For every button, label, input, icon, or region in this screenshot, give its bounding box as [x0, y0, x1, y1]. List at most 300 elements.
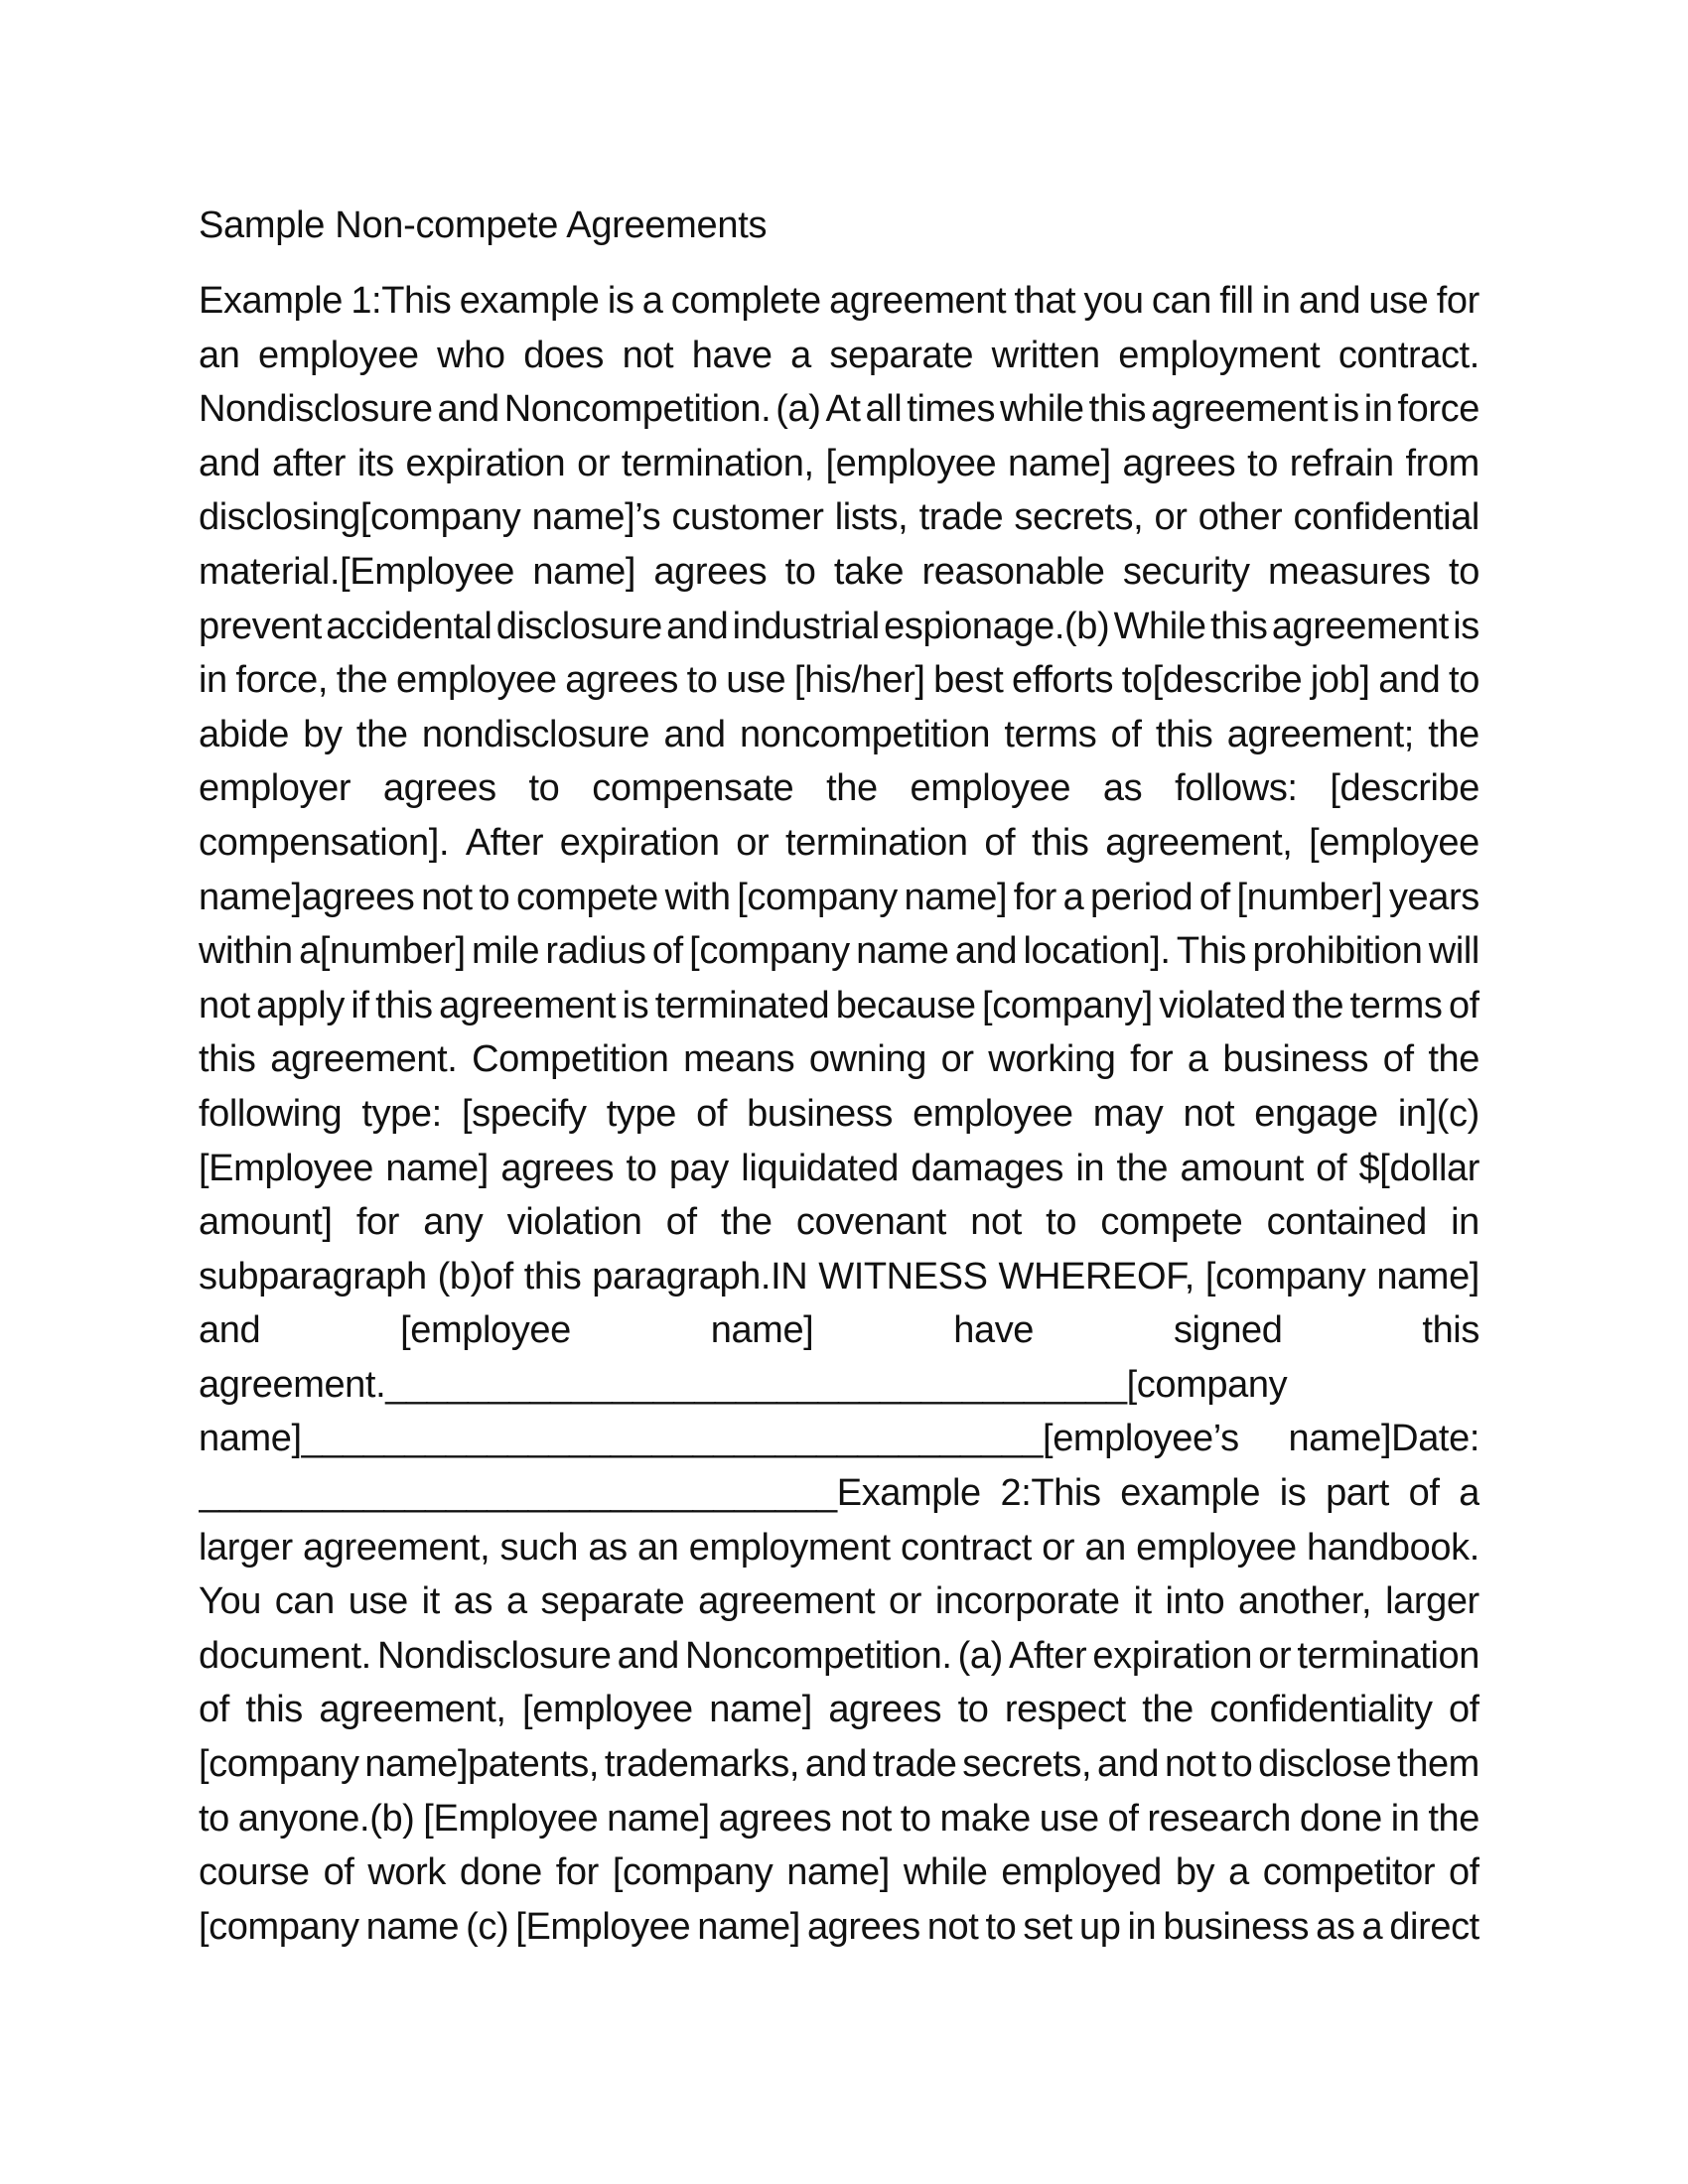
- document-word: employed: [1001, 1851, 1162, 1894]
- document-word: this: [1155, 713, 1213, 755]
- document-line: [199, 1900, 1479, 1955]
- document-word: for: [1130, 1038, 1174, 1081]
- document-word: termination: [1297, 1634, 1479, 1677]
- document-word: use: [726, 659, 786, 702]
- document-word: while: [1000, 388, 1084, 431]
- document-word: you: [1083, 280, 1144, 322]
- document-word: violation: [506, 1201, 642, 1244]
- document-word: agreement,: [319, 1689, 506, 1731]
- document-word: 1:This: [351, 280, 452, 322]
- document-word: employment: [688, 1526, 891, 1569]
- document-word: [Employee: [199, 1147, 373, 1189]
- document-word: as: [1316, 1905, 1355, 1948]
- document-word: another,: [1238, 1580, 1372, 1623]
- document-word: and: [1298, 280, 1361, 322]
- document-word: [Employee: [515, 1905, 691, 1948]
- document-word: [company: [737, 876, 898, 918]
- document-word: refrain: [1289, 442, 1394, 484]
- document-word: trade: [872, 1743, 957, 1786]
- document-word: make: [939, 1797, 1031, 1840]
- document-word: done: [1299, 1797, 1382, 1840]
- document-word: is: [1453, 605, 1479, 647]
- document-line: [199, 490, 1479, 545]
- document-word: prohibition: [1252, 930, 1423, 973]
- document-word: to: [199, 1797, 229, 1840]
- document-word: terms: [1004, 713, 1097, 755]
- document-word: compete: [1100, 1201, 1243, 1244]
- document-line: [199, 979, 1479, 1033]
- document-word: use: [1368, 280, 1429, 322]
- document-word: this: [245, 1689, 303, 1731]
- document-word: of: [1107, 1797, 1139, 1840]
- document-word: times: [907, 388, 996, 431]
- document-word: the: [1142, 1689, 1194, 1731]
- document-word: complete: [670, 280, 821, 322]
- document-word: example: [1120, 1472, 1261, 1515]
- document-word: radius: [545, 930, 646, 973]
- document-word: is: [1279, 1472, 1307, 1515]
- document-line: [199, 816, 1479, 871]
- document-word: mile: [471, 930, 540, 973]
- document-word: of: [1382, 1038, 1414, 1081]
- document-line: [199, 1574, 1479, 1629]
- document-word: not: [421, 876, 473, 918]
- document-word: disclose: [1258, 1743, 1392, 1786]
- document-word: and: [437, 388, 499, 431]
- document-word: of: [665, 1201, 697, 1244]
- document-word: it: [421, 1580, 440, 1623]
- document-word: agreement.: [270, 1038, 458, 1081]
- document-line: [199, 708, 1479, 762]
- document-word: confidentiality: [1209, 1689, 1433, 1731]
- document-word: in: [1390, 1797, 1420, 1840]
- document-word: employee: [258, 334, 419, 376]
- document-word: and: [1378, 659, 1441, 702]
- document-word: business: [1222, 1038, 1369, 1081]
- document-word: or: [940, 1038, 974, 1081]
- document-word: for: [555, 1851, 599, 1894]
- document-word: in: [199, 659, 227, 702]
- document-word: of: [1110, 713, 1142, 755]
- document-word: such: [499, 1526, 579, 1569]
- document-word: for: [1013, 876, 1056, 918]
- document-title: Sample Non-compete Agreements: [199, 205, 768, 246]
- document-word: not: [926, 1905, 979, 1948]
- document-word: direct: [1389, 1905, 1479, 1948]
- document-word: a: [1187, 1038, 1208, 1081]
- document-word: expiration: [405, 442, 566, 484]
- document-word: name: [856, 930, 949, 973]
- document-word: Noncompetition.: [503, 388, 772, 431]
- document-word: to: [985, 1905, 1017, 1948]
- document-word: period: [1090, 876, 1194, 918]
- document-word: the: [355, 713, 408, 755]
- document-word: secrets,: [962, 1743, 1092, 1786]
- document-word: Competition: [472, 1038, 669, 1081]
- document-word: this: [199, 1038, 256, 1081]
- document-word: use: [348, 1580, 408, 1623]
- document-word: agreement,: [303, 1526, 491, 1569]
- document-word: the: [1116, 1147, 1169, 1189]
- document-word: engage: [1254, 1092, 1378, 1135]
- document-word: can: [274, 1580, 335, 1623]
- document-line: [199, 1792, 1479, 1846]
- document-word: to: [1449, 550, 1479, 593]
- document-word: and: [666, 605, 729, 647]
- document-word: separate: [540, 1580, 685, 1623]
- document-word: after: [272, 442, 347, 484]
- document-word: trademarks,: [604, 1743, 800, 1786]
- document-word: if: [351, 984, 369, 1026]
- document-word: or: [1258, 1634, 1292, 1677]
- document-word: industrial: [732, 605, 880, 647]
- document-word: contained: [1266, 1201, 1427, 1244]
- document-word: secrets,: [1014, 496, 1144, 539]
- document-word: to: [528, 767, 560, 810]
- document-word: follows:: [1175, 767, 1298, 810]
- document-word: efforts: [1012, 659, 1114, 702]
- document-word: type: [606, 1092, 676, 1135]
- document-word: anyone.(b): [237, 1797, 415, 1840]
- document-word: name]: [709, 1689, 812, 1731]
- document-word: abide: [199, 713, 289, 755]
- document-word: [describe: [1330, 767, 1479, 810]
- document-word: business: [1163, 1905, 1310, 1948]
- document-line: [199, 1303, 1479, 1358]
- document-word: to: [1247, 442, 1278, 484]
- document-word: compensation].: [199, 821, 450, 864]
- document-word: contract.: [1337, 334, 1479, 376]
- document-word: of: [323, 1851, 354, 1894]
- document-word: to: [957, 1689, 989, 1731]
- document-word: or: [1042, 1526, 1075, 1569]
- document-word: [company: [1204, 1255, 1366, 1297]
- document-word: liquidated: [741, 1147, 899, 1189]
- document-word: [specify: [461, 1092, 587, 1135]
- document-word: fill: [1219, 280, 1254, 322]
- document-word: name]: [786, 1851, 890, 1894]
- document-line: [199, 1250, 1479, 1304]
- document-word: agreement: [829, 280, 1007, 322]
- document-word: trade: [918, 496, 1004, 539]
- document-word: work: [367, 1851, 447, 1894]
- document-word: larger: [199, 1526, 293, 1569]
- document-word: a: [641, 280, 663, 322]
- document-word: agrees: [565, 659, 678, 702]
- document-word: name]____________________________________[employee’s: [199, 1418, 1239, 1460]
- document-word: At: [825, 388, 861, 431]
- document-word: amount: [1180, 1147, 1304, 1189]
- document-word: job]: [1310, 659, 1370, 702]
- document-line: [199, 924, 1479, 979]
- document-word: or: [736, 821, 770, 864]
- document-word: all: [865, 388, 903, 431]
- document-word: an: [1084, 1526, 1126, 1569]
- document-word: not: [1164, 1743, 1216, 1786]
- document-line: [199, 653, 1479, 708]
- document-word: take: [833, 550, 905, 593]
- document-word: other: [1197, 496, 1283, 539]
- document-line: agreement.____________________________________[company: [199, 1363, 1288, 1406]
- document-word: agrees: [828, 1689, 942, 1731]
- document-word: This: [1176, 930, 1247, 973]
- document-word: means: [683, 1038, 795, 1081]
- document-word: After: [465, 821, 544, 864]
- document-word: name]agrees: [199, 876, 415, 918]
- document-line: [199, 437, 1479, 491]
- document-word: customer: [671, 496, 824, 539]
- document-word: location].: [1023, 930, 1171, 973]
- document-word: have: [691, 334, 773, 376]
- document-word: [company: [689, 930, 850, 973]
- document-word: and: [617, 1634, 679, 1677]
- document-word: of: [1449, 1851, 1479, 1894]
- document-word: the: [720, 1201, 773, 1244]
- document-word: not: [970, 1201, 1022, 1244]
- document-word: have: [953, 1309, 1035, 1352]
- document-word: paragraph.IN: [592, 1255, 808, 1297]
- document-word: security: [1122, 550, 1250, 593]
- document-line: [199, 1521, 1479, 1575]
- document-word: as: [1102, 767, 1143, 810]
- document-word: a: [1361, 1905, 1383, 1948]
- document-word: written: [991, 334, 1100, 376]
- document-word: up: [1078, 1905, 1121, 1948]
- document-word: name: [365, 1905, 460, 1948]
- document-word: lists,: [834, 496, 909, 539]
- document-word: agreement,: [1105, 821, 1293, 864]
- document-word: WHEREOF,: [998, 1255, 1195, 1297]
- document-word: in: [1075, 1147, 1105, 1189]
- document-word: name]: [904, 876, 1008, 918]
- document-word: Nondisclosure: [376, 1634, 612, 1677]
- document-word: employer: [199, 767, 352, 810]
- document-word: [employee: [1309, 821, 1479, 864]
- document-word: from: [1405, 442, 1479, 484]
- document-word: compete: [515, 876, 658, 918]
- document-word: measures: [1268, 550, 1431, 593]
- document-word: for: [355, 1201, 399, 1244]
- document-word: agreement: [1271, 605, 1449, 647]
- document-word: [number]: [1236, 876, 1383, 918]
- document-word: pay: [668, 1147, 729, 1189]
- document-word: the: [1428, 1797, 1479, 1840]
- document-word: the: [826, 767, 878, 810]
- document-word: expiration: [559, 821, 720, 864]
- document-word: by: [303, 713, 343, 755]
- document-line: [199, 545, 1479, 600]
- document-word: disclosing[company: [199, 496, 521, 539]
- document-word: incorporate: [934, 1580, 1120, 1623]
- document-word: handbook.: [1307, 1526, 1479, 1569]
- document-word: to: [1449, 659, 1479, 702]
- document-word: accidental: [326, 605, 492, 647]
- document-word: and: [804, 1743, 868, 1786]
- document-word: (a): [775, 388, 821, 431]
- document-word: while: [903, 1851, 988, 1894]
- document-word: [company]: [982, 984, 1153, 1026]
- document-word: agreement: [698, 1580, 876, 1623]
- document-word: Nondisclosure: [199, 388, 433, 431]
- document-word: material.[Employee: [199, 550, 515, 593]
- document-word: because: [835, 984, 976, 1026]
- document-word: terms: [1349, 984, 1443, 1026]
- document-word: force,: [235, 659, 329, 702]
- document-line: [199, 1629, 1479, 1684]
- document-word: espionage.(b): [884, 605, 1110, 647]
- document-word: [company: [199, 1905, 359, 1948]
- document-word: name]patents,: [364, 1743, 599, 1786]
- document-word: employee: [1136, 1526, 1297, 1569]
- document-word: violated: [1159, 984, 1286, 1026]
- document-word: prevent: [199, 605, 322, 647]
- document-word: will: [1428, 930, 1479, 973]
- document-word: [employee: [825, 442, 997, 484]
- document-word: of: [1449, 984, 1479, 1026]
- document-word: who: [437, 334, 505, 376]
- document-word: agrees: [382, 767, 496, 810]
- document-word: not: [622, 334, 674, 376]
- document-word: research: [1147, 1797, 1292, 1840]
- document-line: [199, 329, 1479, 383]
- document-word: (b)of: [437, 1255, 513, 1297]
- document-word: in: [1451, 1201, 1479, 1244]
- document-word: of: [1408, 1472, 1440, 1515]
- document-line: [199, 1412, 1479, 1466]
- document-word: and: [199, 1309, 261, 1352]
- document-word: set: [1023, 1905, 1072, 1948]
- document-word: confidential: [1293, 496, 1479, 539]
- document-word: [Employee: [423, 1797, 599, 1840]
- document-word: in](c): [1397, 1092, 1479, 1135]
- document-word: of: [651, 930, 683, 973]
- document-word: a: [1062, 876, 1084, 918]
- document-word: to[describe: [1121, 659, 1303, 702]
- document-word: While: [1113, 605, 1206, 647]
- document-line: [199, 600, 1479, 654]
- document-word: name]: [1008, 442, 1111, 484]
- document-word: name]: [697, 1905, 800, 1948]
- document-word: After: [1009, 1634, 1087, 1677]
- document-word: agrees: [500, 1147, 615, 1189]
- document-word: _______________________________Example: [199, 1472, 981, 1515]
- document-line: [199, 1845, 1479, 1900]
- document-word: not: [1183, 1092, 1235, 1135]
- document-word: and: [663, 713, 726, 755]
- document-word: following: [199, 1092, 343, 1135]
- document-word: agrees: [718, 1797, 832, 1840]
- document-word: compensate: [592, 767, 794, 810]
- document-word: an: [199, 334, 240, 376]
- document-word: business: [747, 1092, 893, 1135]
- document-word: is: [622, 984, 649, 1026]
- document-word: (c): [466, 1905, 509, 1948]
- document-word: [his/her]: [793, 659, 925, 702]
- document-line: [199, 761, 1479, 816]
- document-word: agreement: [439, 984, 617, 1026]
- document-word: and: [1096, 1743, 1160, 1786]
- document-word: in: [1127, 1905, 1157, 1948]
- document-line: [199, 1087, 1479, 1142]
- document-word: part: [1326, 1472, 1389, 1515]
- document-word: in: [1363, 388, 1393, 431]
- document-word: the: [1428, 713, 1479, 755]
- document-word: a: [1228, 1851, 1249, 1894]
- document-word: You: [199, 1580, 261, 1623]
- document-word: an: [637, 1526, 679, 1569]
- document-word: or: [577, 442, 611, 484]
- document-word: to: [686, 659, 718, 702]
- document-word: contract: [900, 1526, 1032, 1569]
- document-word: the: [1292, 984, 1344, 1026]
- document-word: of: [1316, 1147, 1347, 1189]
- document-word: them: [1397, 1743, 1479, 1786]
- document-word: or: [1154, 496, 1188, 539]
- document-word: its: [356, 442, 394, 484]
- document-word: competitor: [1262, 1851, 1436, 1894]
- document-line: [199, 1032, 1479, 1087]
- document-word: into: [1165, 1580, 1225, 1623]
- document-word: name]’s: [531, 496, 661, 539]
- document-word: [company: [612, 1851, 774, 1894]
- document-word: agreement;: [1226, 713, 1414, 755]
- document-word: Noncompetition.: [684, 1634, 952, 1677]
- document-word: not: [840, 1797, 892, 1840]
- document-word: [employee: [400, 1309, 571, 1352]
- document-word: agrees: [806, 1905, 920, 1948]
- document-word: separate: [829, 334, 974, 376]
- document-word: 2:This: [1000, 1472, 1101, 1515]
- document-word: of: [984, 821, 1016, 864]
- document-word: to: [784, 550, 816, 593]
- document-line: [199, 1142, 1479, 1196]
- document-word: Example: [199, 280, 344, 322]
- document-word: the: [1428, 1038, 1479, 1081]
- document-word: force: [1397, 388, 1479, 431]
- document-word: disclosure: [495, 605, 662, 647]
- document-word: damages: [911, 1147, 1063, 1189]
- document-word: agrees: [1122, 442, 1236, 484]
- document-word: termination,: [621, 442, 814, 484]
- document-word: name]: [385, 1147, 489, 1189]
- document-line: [199, 1466, 1479, 1521]
- document-word: owning: [808, 1038, 926, 1081]
- document-word: is: [607, 280, 634, 322]
- document-word: as: [588, 1526, 628, 1569]
- document-word: this: [375, 984, 433, 1026]
- document-word: to: [626, 1147, 657, 1189]
- document-word: employee: [910, 767, 1071, 810]
- document-word: a[number]: [299, 930, 466, 973]
- document-word: this: [1422, 1309, 1479, 1352]
- document-word: this: [1209, 605, 1268, 647]
- document-word: this: [1031, 821, 1089, 864]
- document-word: example: [459, 280, 600, 322]
- document-line: [199, 1683, 1479, 1737]
- document-word: covenant: [795, 1201, 946, 1244]
- document-word: in: [1261, 280, 1291, 322]
- document-word: by: [1175, 1851, 1215, 1894]
- document-line: [199, 1195, 1479, 1250]
- document-word: it: [1133, 1580, 1152, 1623]
- document-word: name]: [607, 1797, 710, 1840]
- document-word: does: [523, 334, 605, 376]
- document-word: WITNESS: [818, 1255, 988, 1297]
- document-word: [employee: [522, 1689, 693, 1731]
- document-word: can: [1151, 280, 1211, 322]
- document-word: the: [336, 659, 388, 702]
- document-word: is: [1333, 388, 1359, 431]
